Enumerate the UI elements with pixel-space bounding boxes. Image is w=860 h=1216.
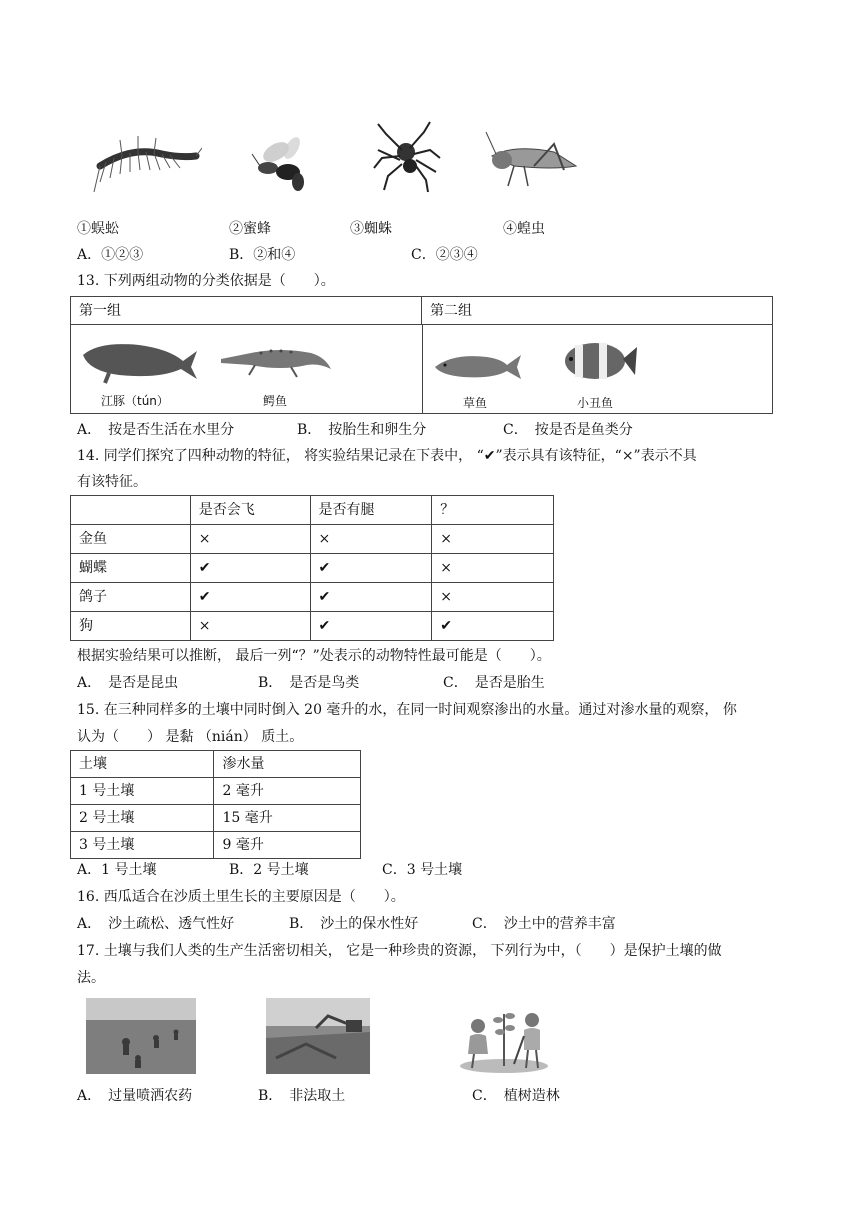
table-row <box>71 554 554 583</box>
table-cell: 鸽子 <box>71 583 191 612</box>
table-header-cell: 土壤 <box>71 751 214 778</box>
table-row <box>71 525 554 554</box>
q14-question-line2: 有该特征。 <box>77 474 147 490</box>
table-cell: × <box>432 525 554 554</box>
q17-option-c[interactable]: C． 植树造林 <box>472 1088 560 1104</box>
animal-label-spider: ③蜘蛛 <box>350 221 392 237</box>
q14-option-b[interactable]: B． 是否是鸟类 <box>258 675 360 691</box>
table-header-cell: ？ <box>432 496 554 525</box>
q13-option-c[interactable]: C． 按是否是鱼类分 <box>503 422 633 438</box>
table-row <box>71 778 361 805</box>
q12-option-a[interactable]: A．①②③ <box>77 247 144 263</box>
table-cell: 狗 <box>71 612 191 641</box>
q14-option-c[interactable]: C． 是否是胎生 <box>443 675 545 691</box>
table-cell: × <box>310 525 432 554</box>
table-cell: × <box>190 525 310 554</box>
table-cell: ✔ <box>310 554 432 583</box>
pesticide-photo <box>86 998 196 1074</box>
table-header-cell: 是否会飞 <box>190 496 310 525</box>
table-cell: × <box>432 554 554 583</box>
table-row <box>71 832 361 859</box>
table-cell: 2 号土壤 <box>71 805 214 832</box>
grass-carp-caption: 草鱼 <box>463 396 488 410</box>
q15-option-c[interactable]: C．3 号土壤 <box>382 862 463 878</box>
spider-image <box>372 120 442 194</box>
locust-image <box>484 126 580 194</box>
animal-label-bee: ②蜜蜂 <box>229 221 271 237</box>
table-cell: 蝴蝶 <box>71 554 191 583</box>
porpoise-caption: 江豚（tún） <box>101 394 169 408</box>
soil-digging-photo <box>266 998 370 1074</box>
grass-carp-image <box>433 351 523 383</box>
q16-option-c[interactable]: C． 沙土中的营养丰富 <box>472 916 616 932</box>
q16-option-b[interactable]: B． 沙土的保水性好 <box>289 916 419 932</box>
table-cell: ✔ <box>190 554 310 583</box>
q14-question-line1: 14. 同学们探究了四种动物的特征， 将实验结果记录在下表中， “✔”表示具有该特征，“×”表示不具 <box>77 448 697 464</box>
q14-feature-table <box>70 495 554 641</box>
q12-option-b[interactable]: B．②和④ <box>229 247 296 263</box>
clownfish-caption: 小丑鱼 <box>577 396 614 410</box>
crocodile-caption: 鳄鱼 <box>263 394 288 408</box>
q17-option-a[interactable]: A． 过量喷洒农药 <box>77 1088 193 1104</box>
q14-followup: 根据实验结果可以推断， 最后一列“？”处表示的动物特性最可能是（ ）。 <box>77 648 551 664</box>
porpoise-image <box>79 335 199 385</box>
table-cell: 金鱼 <box>71 525 191 554</box>
table-row <box>71 583 554 612</box>
q16-option-a[interactable]: A． 沙土疏松、透气性好 <box>77 916 235 932</box>
q15-question-line1: 15. 在三种同样多的土壤中同时倒入 20 毫升的水，在同一时间观察渗出的水量。通过对渗水量的观察， 你 <box>77 702 737 718</box>
table-header-cell: 是否有腿 <box>310 496 432 525</box>
q15-option-a[interactable]: A．1 号土壤 <box>77 862 157 878</box>
q15-soil-table <box>70 750 361 859</box>
animal-label-locust: ④蝗虫 <box>503 221 545 237</box>
table-cell: ✔ <box>432 612 554 641</box>
table-cell: × <box>432 583 554 612</box>
q13-table <box>70 296 773 414</box>
animal-label-centipede: ①蜈蚣 <box>77 221 119 237</box>
group1-header: 第一组 <box>71 297 422 325</box>
table-cell: ✔ <box>190 583 310 612</box>
q17-question-line2: 法。 <box>77 970 105 986</box>
table-header-row <box>71 751 361 778</box>
table-cell: ✔ <box>310 583 432 612</box>
table-header-cell: 渗水量 <box>214 751 361 778</box>
q15-option-b[interactable]: B．2 号土壤 <box>229 862 309 878</box>
table-row <box>71 612 554 641</box>
q14-option-a[interactable]: A． 是否是昆虫 <box>77 675 179 691</box>
clownfish-image <box>561 337 637 385</box>
table-cell: × <box>190 612 310 641</box>
q17-option-b[interactable]: B． 非法取土 <box>258 1088 346 1104</box>
table-cell: 9 毫升 <box>214 832 361 859</box>
group-divider <box>422 325 423 413</box>
table-row <box>71 805 361 832</box>
table-cell: 15 毫升 <box>214 805 361 832</box>
group2-header: 第二组 <box>422 297 772 325</box>
crocodile-image <box>221 341 333 381</box>
table-cell: 1 号土壤 <box>71 778 214 805</box>
q17-question-line1: 17. 土壤与我们人类的生产生活密切相关， 它是一种珍贵的资源， 下列行为中，（ ）是保护土壤的做 <box>77 943 722 959</box>
q12-option-c[interactable]: C．②③④ <box>411 247 478 263</box>
q13-question: 13. 下列两组动物的分类依据是（ ）。 <box>77 273 335 289</box>
table-cell: 3 号土壤 <box>71 832 214 859</box>
q13-option-b[interactable]: B． 按胎生和卵生分 <box>297 422 427 438</box>
table-header-cell <box>71 496 191 525</box>
q15-question-line2: 认为（ ） 是黏 （nián） 质土。 <box>77 729 304 745</box>
table-cell: 2 毫升 <box>214 778 361 805</box>
q16-question: 16. 西瓜适合在沙质土里生长的主要原因是（ ）。 <box>77 889 405 905</box>
bee-image <box>246 124 312 194</box>
table-header-row <box>71 496 554 525</box>
q13-option-a[interactable]: A． 按是否生活在水里分 <box>77 422 235 438</box>
tree-planting-image <box>454 996 554 1076</box>
table-cell: ✔ <box>310 612 432 641</box>
centipede-image <box>92 126 202 194</box>
